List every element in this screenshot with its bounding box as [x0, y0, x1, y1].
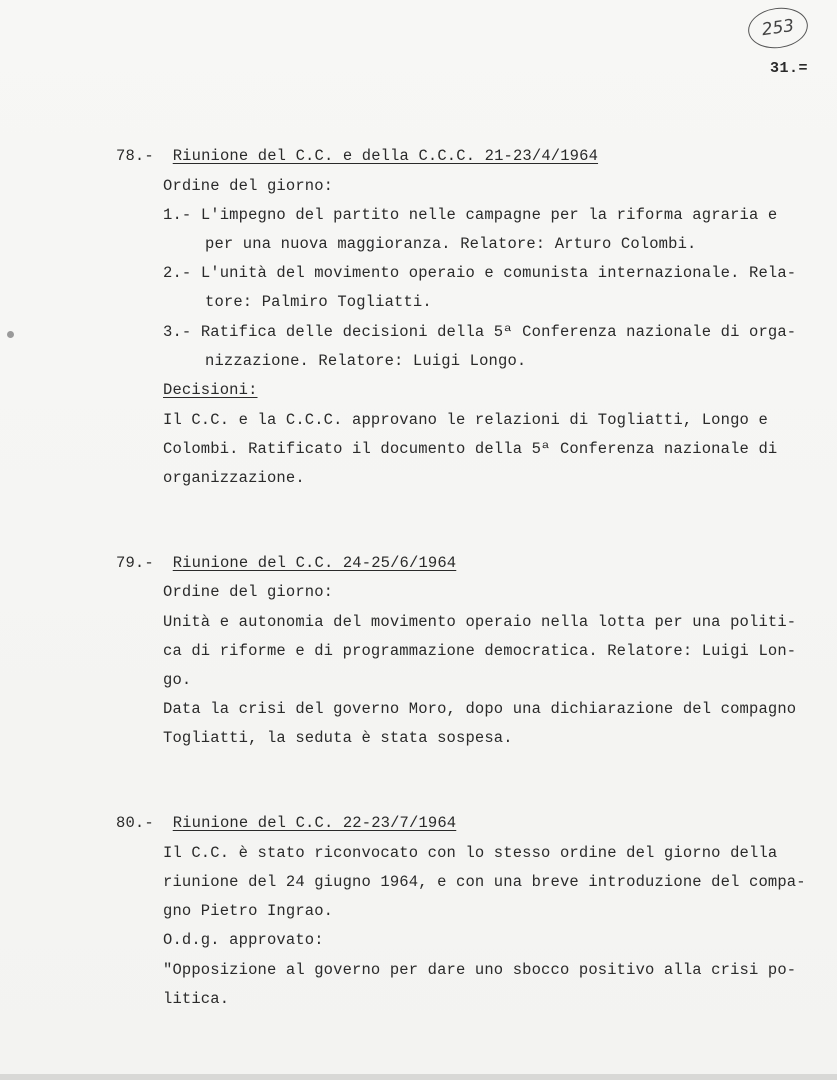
- section-number: 78.-: [116, 147, 154, 165]
- agenda-item: [163, 263, 796, 283]
- section-title: Riunione del C.C. e della C.C.C. 21-23/4/1964: [172, 147, 599, 165]
- body-line: Data la crisi del governo Moro, dopo una dichiarazione del compagno: [163, 700, 797, 718]
- agenda-item-number: 3.-: [163, 323, 192, 341]
- archive-stamp-number: 253: [760, 15, 796, 41]
- agenda-item-continuation: tore: Palmiro Togliatti.: [205, 293, 432, 311]
- body-line: ca di riforme e di programmazione democratica. Relatore: Luigi Lon-: [163, 642, 797, 660]
- page-number: 31.=: [770, 60, 809, 77]
- agenda-item-continuation: per una nuova maggioranza. Relatore: Arturo Colombi.: [205, 235, 697, 253]
- section-title: Riunione del C.C. 22-23/7/1964: [172, 814, 457, 832]
- body-line: Unità e autonomia del movimento operaio nella lotta per una politi-: [163, 613, 797, 631]
- body-line: litica.: [163, 990, 230, 1008]
- body-line: Il C.C. è stato riconvocato con lo stesso ordine del giorno della: [163, 844, 778, 862]
- decisions-label: Decisioni:: [163, 381, 258, 399]
- section-number: 79.-: [116, 554, 154, 572]
- agenda-label: Ordine del giorno:: [163, 583, 334, 601]
- archive-stamp: [746, 4, 811, 52]
- section-number: 80.-: [116, 814, 154, 832]
- section-title: Riunione del C.C. 24-25/6/1964: [172, 554, 457, 572]
- body-line: gno Pietro Ingrao.: [163, 902, 334, 920]
- agenda-item: [163, 322, 796, 342]
- agenda-item: [163, 205, 777, 225]
- scan-bottom-edge: [0, 1074, 837, 1080]
- section-80-heading: [116, 813, 456, 833]
- agenda-item-continuation: nizzazione. Relatore: Luigi Longo.: [205, 352, 527, 370]
- agenda-item-text: L'unità del movimento operaio e comunista internazionale. Rela-: [200, 264, 797, 282]
- body-line: go.: [163, 671, 192, 689]
- section-79-heading: [116, 553, 456, 573]
- decisions-line: organizzazione.: [163, 469, 305, 487]
- body-line: "Opposizione al governo per dare uno sbocco positivo alla crisi po-: [163, 961, 797, 979]
- agenda-label: Ordine del giorno:: [163, 177, 334, 195]
- body-line: Togliatti, la seduta è stata sospesa.: [163, 729, 513, 747]
- punch-hole-mark: [7, 331, 14, 338]
- agenda-item-number: 1.-: [163, 206, 192, 224]
- agenda-item-text: L'impegno del partito nelle campagne per la riforma agraria e: [200, 206, 778, 224]
- agenda-item-number: 2.-: [163, 264, 192, 282]
- body-line: O.d.g. approvato:: [163, 931, 324, 949]
- decisions-line: Colombi. Ratificato il documento della 5ª Conferenza nazionale di: [163, 440, 778, 458]
- decisions-line: Il C.C. e la C.C.C. approvano le relazioni di Togliatti, Longo e: [163, 411, 768, 429]
- body-line: riunione del 24 giugno 1964, e con una breve introduzione del compa-: [163, 873, 806, 891]
- agenda-item-text: Ratifica delle decisioni della 5ª Conferenza nazionale di orga-: [200, 323, 797, 341]
- section-78-heading: [116, 146, 598, 166]
